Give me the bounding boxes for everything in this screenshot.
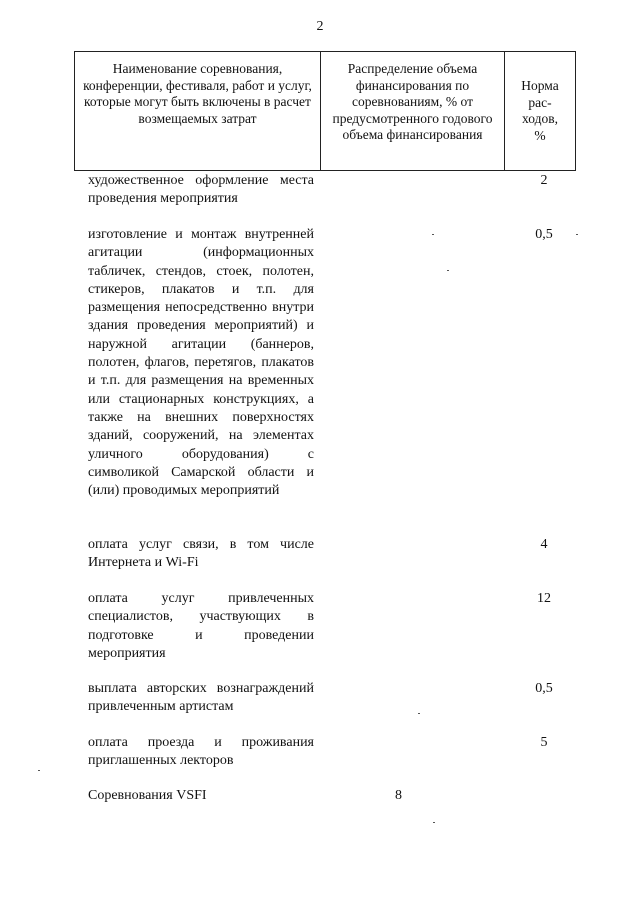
page-number: 2 xyxy=(316,19,324,34)
footer-label: Соревнования VSFI xyxy=(88,788,207,803)
row-description: оплата услуг связи, в том числе Интернета и Wi-Fi xyxy=(88,537,314,571)
scan-speck xyxy=(447,270,449,271)
row-description: оплата проезда и проживания приглашенных лекторов xyxy=(88,735,314,769)
header-name-label: Наименование соревнования, конференции, фестиваля, работ и услуг, которые могут быть включены в расчет возмещаемых затрат xyxy=(83,61,312,126)
row-norm: 2 xyxy=(540,173,548,188)
table-header xyxy=(74,51,576,171)
row-description: выплата авторских вознаграждений привлеченным артистам xyxy=(88,681,314,715)
header-distribution-label: Распределение объема финансирования по соревнованиям, % от предусмотренного годового объема финансирования xyxy=(332,61,493,142)
header-distribution-column xyxy=(320,52,504,170)
footer-value: 8 xyxy=(395,788,402,803)
scan-speck xyxy=(38,770,40,771)
row-description: изготовление и монтаж внутренней агитации (информационных табличек, стендов, стоек, полотен, стикеров, плакатов и т.п. для размещения непосредственно внутри здания проведения мероприятий) и наружной агитации (баннеров, полотен, флагов, перетягов, плакатов и т.п. для размещения на временных или стационарных конструкциях, а также на внешних поверхностях зданий, сооружений, на элементах уличного оборудования) с символикой Самарской области и (или) проводимых мероприятий xyxy=(88,227,314,499)
header-norm-label: Норма рас-ходов, % xyxy=(521,78,559,143)
row-norm: 5 xyxy=(540,735,548,750)
scan-speck xyxy=(576,234,578,235)
header-name-column xyxy=(74,52,320,170)
header-norm-column xyxy=(504,52,576,170)
row-description: оплата услуг привлеченных специалистов, участвующих в подготовке и проведении мероприятия xyxy=(88,591,314,661)
scan-speck xyxy=(433,822,435,823)
row-norm: 4 xyxy=(540,537,548,552)
scan-speck xyxy=(432,234,434,235)
row-description: художественное оформление места проведения мероприятия xyxy=(88,173,314,207)
row-norm: 12 xyxy=(537,591,551,606)
row-norm: 0,5 xyxy=(535,227,553,242)
row-norm: 0,5 xyxy=(535,681,553,696)
scan-speck xyxy=(418,713,420,714)
